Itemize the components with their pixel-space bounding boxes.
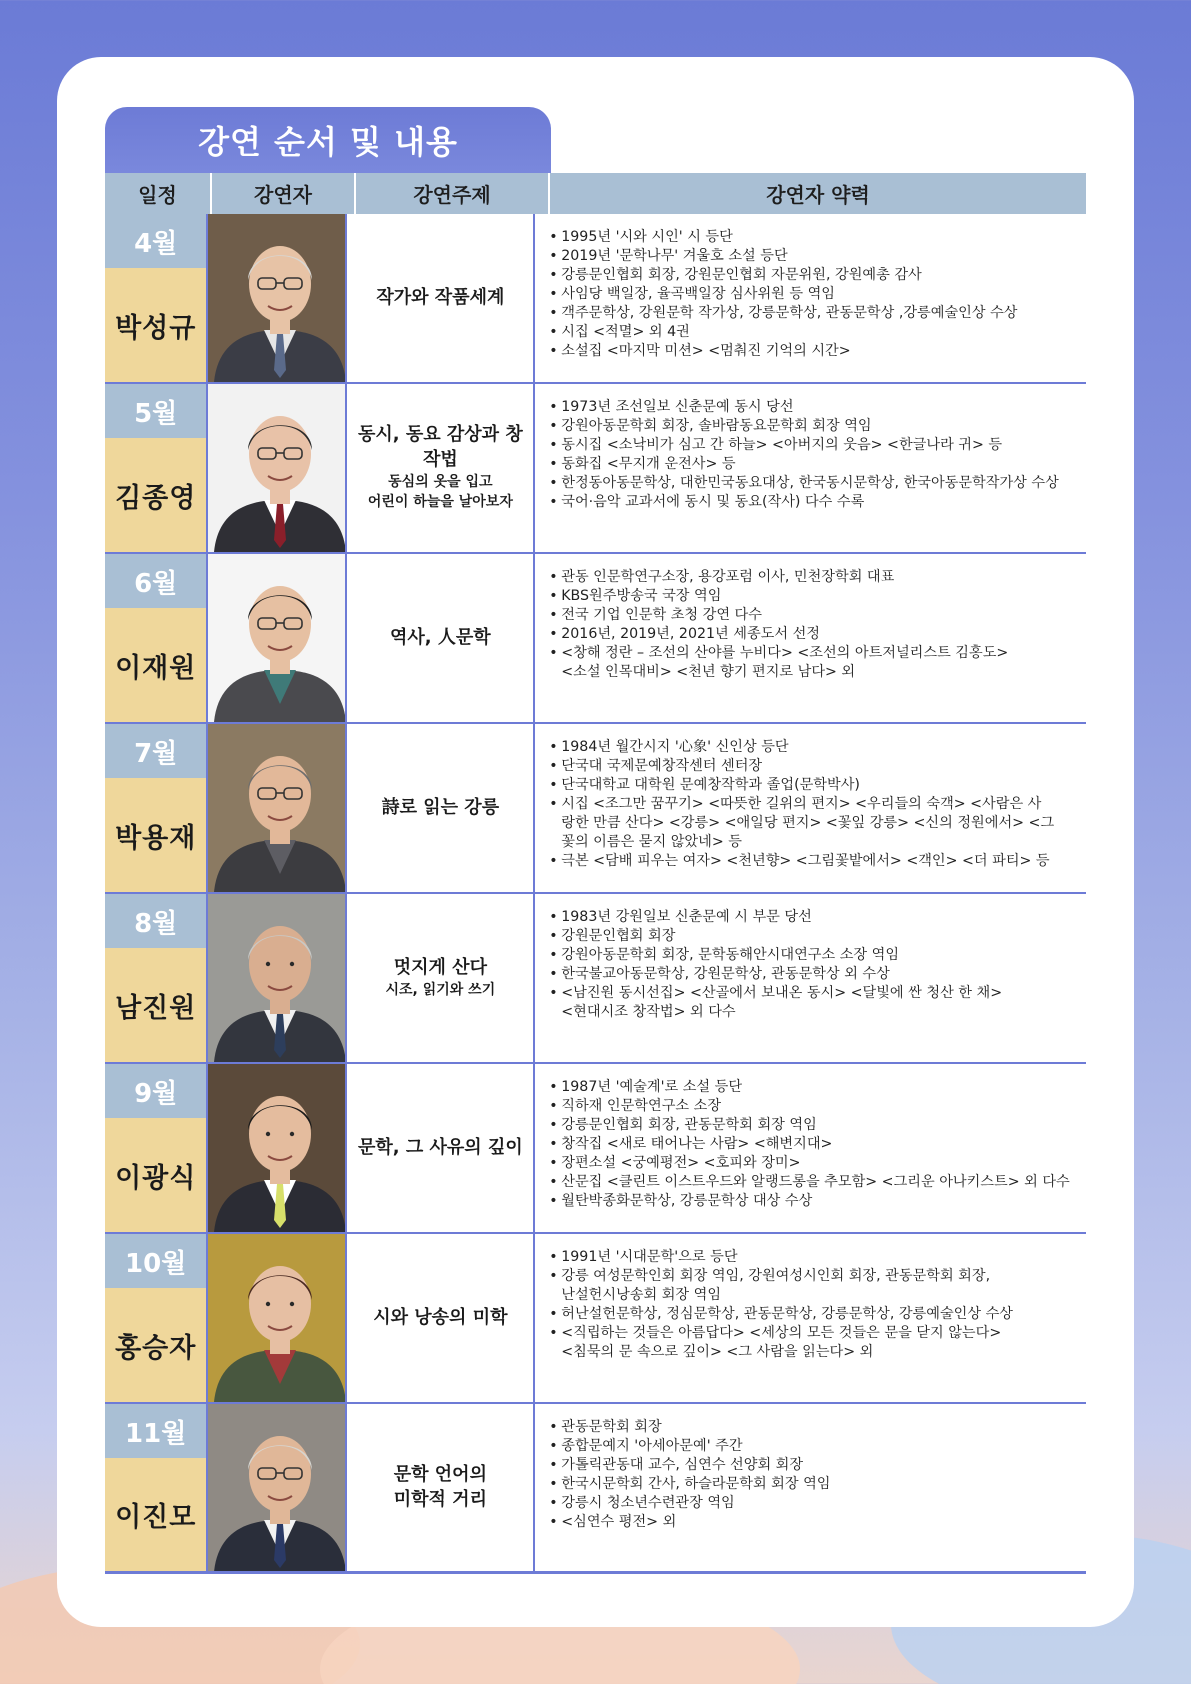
speaker-photo-cell bbox=[208, 384, 347, 552]
bio-item: • 1991년 '시대문학'으로 등단 bbox=[549, 1248, 1086, 1267]
bio-item: • 한정동아동문학상, 대한민국동요대상, 한국동시문학상, 한국아동문학작가상 수상 bbox=[549, 474, 1086, 493]
schedule-cell bbox=[105, 724, 208, 892]
topic-cell bbox=[347, 554, 535, 722]
bio-item: • 산문집 <클린트 이스트우드와 알랭드롱을 추모함> <그리운 아나키스트> 외 다수 bbox=[549, 1173, 1086, 1192]
month-label: 9월 bbox=[105, 1064, 206, 1118]
bio-item: • 종합문예지 '아세아문예' 주간 bbox=[549, 1437, 1086, 1456]
bio-item: 난설헌시낭송회 회장 역임 bbox=[561, 1287, 722, 1303]
topic-cell bbox=[347, 724, 535, 892]
page-title: 강연 순서 및 내용 bbox=[105, 107, 551, 173]
bio-item: • 극본 <담배 피우는 여자> <천년향> <그림꽃밭에서> <객인> <더 파티> 등 bbox=[549, 852, 1086, 871]
bio-item: • 시집 <조그만 꿈꾸기> <따뜻한 길위의 편지> <우리들의 숙객> <사람은 사 bbox=[549, 795, 1086, 814]
bio-item: • <심연수 평전> 외 bbox=[549, 1513, 1086, 1532]
schedule-cell bbox=[105, 214, 208, 382]
bio-item: <소설 인목대비> <천년 향기 편지로 남다> 외 bbox=[561, 664, 856, 680]
month-label: 8월 bbox=[105, 894, 206, 948]
bio-item: • 2019년 '문학나무' 겨울호 소설 등단 bbox=[549, 247, 1086, 266]
schedule-cell bbox=[105, 1064, 208, 1232]
bio-item: • 가톨릭관동대 교수, 심연수 선양회 회장 bbox=[549, 1456, 1086, 1475]
month-label: 4월 bbox=[105, 214, 206, 268]
topic-cell bbox=[347, 384, 535, 552]
bio-item: • 2016년, 2019년, 2021년 세종도서 선정 bbox=[549, 625, 1086, 644]
speaker-photo bbox=[208, 1064, 347, 1232]
table-body bbox=[105, 214, 1086, 1574]
bio-item: • 단국대 국제문예창작센터 센터장 bbox=[549, 757, 1086, 776]
speaker-photo bbox=[208, 554, 347, 722]
table-row bbox=[105, 554, 1086, 724]
bio-item: • 소설집 <마지막 미션> <멈춰진 기억의 시간> bbox=[549, 342, 1086, 361]
speaker-photo bbox=[208, 214, 347, 382]
schedule-cell bbox=[105, 1404, 208, 1571]
table-row bbox=[105, 214, 1086, 384]
topic-title: 동시, 동요 감상과 창작법 bbox=[357, 424, 523, 470]
bio-item: • 객주문학상, 강원문학 작가상, 강릉문학상, 관동문학상 ,강릉예술인상 수상 bbox=[549, 304, 1086, 323]
topic-title: 멋지게 산다 bbox=[393, 956, 487, 978]
bio-cell bbox=[535, 1064, 1086, 1232]
speaker-photo-cell bbox=[208, 214, 347, 382]
bio-cell bbox=[535, 1404, 1086, 1571]
speaker-photo-cell bbox=[208, 1064, 347, 1232]
topic-cell bbox=[347, 214, 535, 382]
bio-cell bbox=[535, 214, 1086, 382]
topic-cell bbox=[347, 1234, 535, 1402]
speaker-name: 이광식 bbox=[105, 1118, 206, 1232]
bio-cell bbox=[535, 1234, 1086, 1402]
bio-item: <침묵의 문 속으로 깊이> <그 사람을 읽는다> 외 bbox=[561, 1344, 874, 1360]
bio-item: • 창작집 <새로 태어나는 사람> <해변지대> bbox=[549, 1135, 1086, 1154]
month-label: 7월 bbox=[105, 724, 206, 778]
speaker-photo bbox=[208, 1234, 347, 1402]
bio-item: • 직하재 인문학연구소 소장 bbox=[549, 1097, 1086, 1116]
month-label: 11월 bbox=[105, 1404, 206, 1458]
topic-title: 작가와 작품세계 bbox=[376, 286, 505, 308]
table-row bbox=[105, 894, 1086, 1064]
speaker-name: 박용재 bbox=[105, 778, 206, 892]
schedule-cell bbox=[105, 894, 208, 1062]
speaker-photo bbox=[208, 724, 347, 892]
bio-item: • KBS원주방송국 국장 역임 bbox=[549, 587, 1086, 606]
speaker-photo-cell bbox=[208, 1234, 347, 1402]
speaker-name: 이재원 bbox=[105, 608, 206, 722]
bio-item: • 강원아동문학회 회장, 솔바람동요문학회 회장 역임 bbox=[549, 417, 1086, 436]
topic-cell bbox=[347, 1404, 535, 1571]
table-row bbox=[105, 724, 1086, 894]
schedule-cell bbox=[105, 1234, 208, 1402]
speaker-photo bbox=[208, 384, 347, 552]
speaker-name: 박성규 bbox=[105, 268, 206, 382]
bio-item: • 동시집 <소낙비가 심고 간 하늘> <아버지의 웃음> <한글나라 귀> 등 bbox=[549, 436, 1086, 455]
bio-item: • 한국시문학회 간사, 하슬라문학회 회장 역임 bbox=[549, 1475, 1086, 1494]
table-row bbox=[105, 1234, 1086, 1404]
bio-item: • 월탄박종화문학상, 강릉문학상 대상 수상 bbox=[549, 1192, 1086, 1211]
bio-item: • 사임당 백일장, 율곡백일장 심사위원 등 역임 bbox=[549, 285, 1086, 304]
header-topic: 강연주제 bbox=[356, 173, 550, 214]
speaker-photo-cell bbox=[208, 724, 347, 892]
bio-item: • 단국대학교 대학원 문예창작학과 졸업(문학박사) bbox=[549, 776, 1086, 795]
bio-item: • 허난설헌문학상, 정심문학상, 관동문학상, 강릉문학상, 강릉예술인상 수상 bbox=[549, 1305, 1086, 1324]
bio-item: • <직립하는 것들은 아름답다> <세상의 모든 것들은 문을 닫지 않는다> bbox=[549, 1324, 1086, 1343]
speaker-photo bbox=[208, 1404, 347, 1571]
bio-item: • <남진원 동시선집> <산골에서 보내온 동시> <달빛에 싼 청산 한 채> bbox=[549, 984, 1086, 1003]
bio-item: • 관동문학회 회장 bbox=[549, 1418, 1086, 1437]
speaker-name: 김종영 bbox=[105, 438, 206, 552]
bio-item: <현대시조 창작법> 외 다수 bbox=[561, 1004, 736, 1020]
topic-cell bbox=[347, 1064, 535, 1232]
bio-item: • 강원문인협회 회장 bbox=[549, 927, 1086, 946]
table-row bbox=[105, 384, 1086, 554]
bio-item: • 동화집 <무지개 운전사> 등 bbox=[549, 455, 1086, 474]
speaker-photo-cell bbox=[208, 1404, 347, 1571]
bio-item: • 1995년 '시와 시인' 시 등단 bbox=[549, 228, 1086, 247]
header-speaker: 강연자 bbox=[212, 173, 356, 214]
table-row bbox=[105, 1404, 1086, 1574]
bio-item: • <창해 정란 – 조선의 산야를 누비다> <조선의 아트저널리스트 김홍도> bbox=[549, 644, 1086, 663]
table-header bbox=[105, 173, 1086, 214]
bio-item: • 1973년 조선일보 신춘문예 동시 당선 bbox=[549, 398, 1086, 417]
schedule-cell bbox=[105, 554, 208, 722]
speaker-photo-cell bbox=[208, 894, 347, 1062]
schedule-cell bbox=[105, 384, 208, 552]
bio-cell bbox=[535, 724, 1086, 892]
table-row bbox=[105, 1064, 1086, 1234]
speaker-photo bbox=[208, 894, 347, 1062]
bio-cell bbox=[535, 554, 1086, 722]
topic-title: 문학 언어의 미학적 거리 bbox=[393, 1464, 487, 1510]
lecture-table bbox=[105, 173, 1086, 1574]
header-schedule: 일정 bbox=[105, 173, 212, 214]
bio-cell bbox=[535, 894, 1086, 1062]
month-label: 10월 bbox=[105, 1234, 206, 1288]
bio-item: • 강릉 여성문학인회 회장 역임, 강원여성시인회 회장, 관동문학회 회장, bbox=[549, 1267, 1086, 1286]
bio-item: • 강원아동문학회 회장, 문학동해안시대연구소 소장 역임 bbox=[549, 946, 1086, 965]
topic-title: 문학, 그 사유의 깊이 bbox=[357, 1136, 523, 1158]
bio-item: • 한국불교아동문학상, 강원문학상, 관동문학상 외 수상 bbox=[549, 965, 1086, 984]
bio-item: • 장편소설 <궁예평전> <호피와 장미> bbox=[549, 1154, 1086, 1173]
header-bio: 강연자 약력 bbox=[766, 183, 870, 207]
speaker-name: 이진모 bbox=[105, 1458, 206, 1571]
month-label: 5월 bbox=[105, 384, 206, 438]
bio-cell bbox=[535, 384, 1086, 552]
bio-item: • 강릉문인협회 회장, 강원문인협회 자문위원, 강원예총 감사 bbox=[549, 266, 1086, 285]
bio-item: • 1987년 '예술계'로 소설 등단 bbox=[549, 1078, 1086, 1097]
bio-item: • 국어·음악 교과서에 동시 및 동요(작사) 다수 수록 bbox=[549, 493, 1086, 512]
bio-item: • 전국 기업 인문학 초청 강연 다수 bbox=[549, 606, 1086, 625]
topic-title: 시와 낭송의 미학 bbox=[373, 1306, 508, 1328]
bio-item: • 1983년 강원일보 신춘문예 시 부문 당선 bbox=[549, 908, 1086, 927]
bio-item: • 1984년 월간시지 '心象' 신인상 등단 bbox=[549, 738, 1086, 757]
topic-subtitle: 시조, 읽기와 쓰기 bbox=[385, 982, 496, 998]
bio-item: 꽃의 이름은 묻지 않았네> 등 bbox=[561, 834, 742, 850]
speaker-name: 홍승자 bbox=[105, 1288, 206, 1402]
bio-item: • 시집 <적멸> 외 4권 bbox=[549, 323, 1086, 342]
speaker-photo-cell bbox=[208, 554, 347, 722]
topic-title: 역사, 人문학 bbox=[390, 626, 491, 648]
speaker-name: 남진원 bbox=[105, 948, 206, 1062]
topic-title: 詩로 읽는 강릉 bbox=[381, 796, 500, 818]
bio-item: • 강릉문인협회 회장, 관동문학회 회장 역임 bbox=[549, 1116, 1086, 1135]
month-label: 6월 bbox=[105, 554, 206, 608]
topic-cell bbox=[347, 894, 535, 1062]
bio-item: • 관동 인문학연구소장, 용강포럼 이사, 민천장학회 대표 bbox=[549, 568, 1086, 587]
bio-item: • 강릉시 청소년수련관장 역임 bbox=[549, 1494, 1086, 1513]
bio-item: 랑한 만큼 산다> <강릉> <애일당 편지> <꽃잎 강릉> <신의 정원에서> <그 bbox=[561, 815, 1055, 831]
topic-subtitle: 동심의 옷을 입고 어린이 하늘을 날아보자 bbox=[367, 474, 513, 511]
